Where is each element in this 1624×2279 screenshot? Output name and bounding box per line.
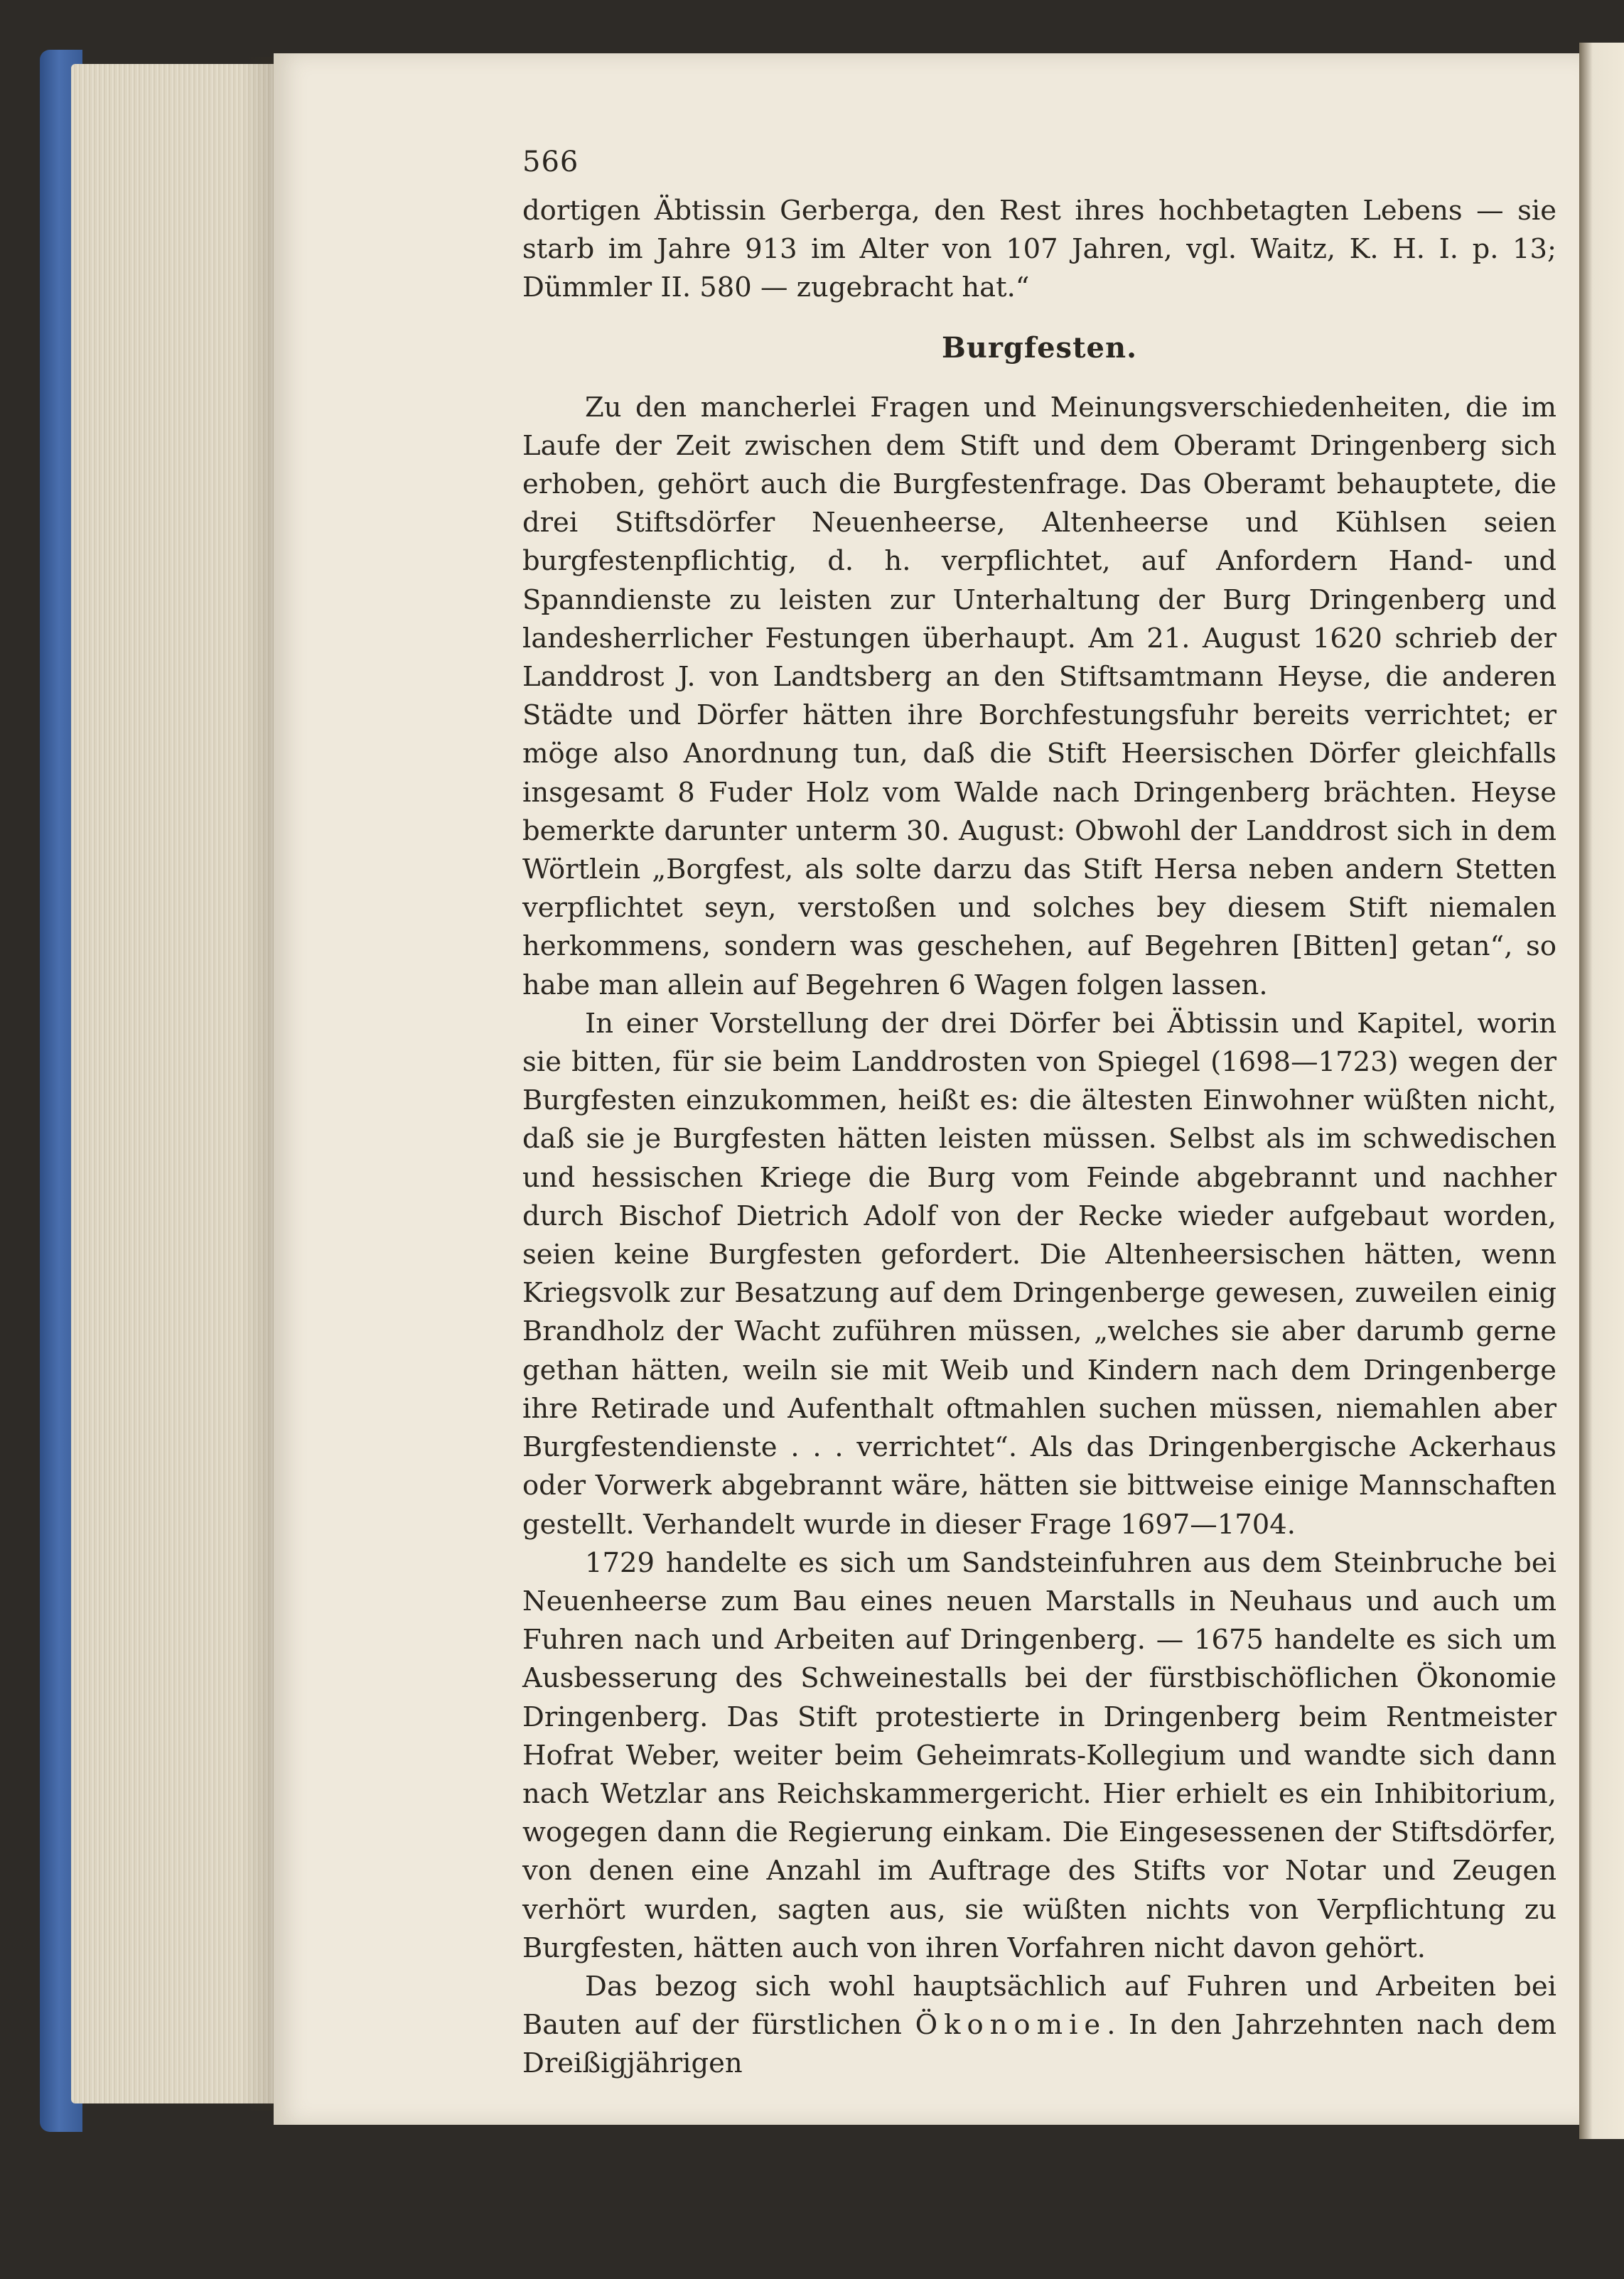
paragraph-3: 1729 handelte es sich um Sandsteinfuhren aus dem Steinbruche bei Neuenheerse zum Bau eines neuen Marstalls in Neuhaus und auch um Fuhren nach und Arbeiten auf Dringenberg. — 1675 handelte es sich um Ausbesserung des Schweinestalls bei der fürstbischöflichen Ökonomie Dringenberg. Das Stift protestierte in Dringenberg beim Rentmeister Hofrat Weber, weiter beim Geheimrats-Kollegium und wandte sich dann nach Wetzlar ans Reichskammergericht. Hier erhielt es ein Inhibitorium, wogegen dann die Regierung einkam. Die Eingesessenen der Stiftsdörfer, von denen eine Anzahl im Auftrage des Stifts vor Notar und Zeugen verhört wurden, sagten aus, sie wüßten nichts von Verpflichtung zu Burgfesten, hätten auch von ihren Vorfahren nicht davon gehört. xyxy=(522,1546,1556,1964)
facing-page-edge xyxy=(1579,43,1624,2139)
paragraph-2: In einer Vorstellung der drei Dörfer bei Äbtissin und Kapitel, worin sie bitten, für sie beim Landdrosten von Spiegel (1698—1723) wegen der Burgfesten einzukommen, heißt es: die ältesten Einwohner wüßten nicht, daß sie je Burgfesten hätten leisten müssen. Selbst als im schwedischen und hessischen Kriege die Burg vom Feinde abgebrannt und nachher durch Bischof Dietrich Adolf von der Recke wieder aufgebaut worden, seien keine Burgfesten gefordert. Die Altenheersischen hätten, wenn Kriegsvolk zur Besatzung auf dem Dringenberge gewesen, zuweilen einig Brandholz der Wacht zuführen müssen, „welches sie aber darumb gerne gethan hätten, weiln sie mit Weib und Kindern nach dem Dringenberge ihre Retirade und Aufenthalt oftmahlen suchen müssen, niemahlen aber Burgfestendienste . . . verrichtet“. Als das Dringenbergische Ackerhaus oder Vorwerk abgebrannt wäre, hätten sie bittweise einige Mannschaften gestellt. Verhandelt wurde in dieser Frage 1697—1704. xyxy=(522,1007,1556,1541)
paragraph-4-end: . In den Jahrzehnten nach dem Dreißigjährigen xyxy=(522,2009,1556,2080)
intro-paragraph: dortigen Äbtissin Gerberga, den Rest ihres hochbetagten Lebens — sie starb im Jahre 913 im Alter von 107 Jahren, vgl. Waitz, K. H. I. p. 13; Dümmler II. 580 — zugebracht hat.“ xyxy=(522,195,1556,304)
paragraph-4-start: Das bezog sich wohl hauptsächlich auf Fuhren und Arbeiten bei Bauten auf der fürstlichen xyxy=(522,1970,1556,2042)
spaced-word: Ökonomie xyxy=(915,2009,1107,2042)
paragraph-4 xyxy=(522,1968,1556,2084)
section-title: Burgfesten. xyxy=(941,330,1138,365)
page-text xyxy=(522,192,1556,2084)
page-number: 566 xyxy=(522,146,579,178)
paragraph-1: Zu den mancherlei Fragen und Meinungsverschiedenheiten, die im Laufe der Zeit zwischen dem Stift und dem Oberamt Dringenberg sich erhoben, gehört auch die Burgfestenfrage. Das Oberamt behauptete, die drei Stiftsdörfer Neuenheerse, Altenheerse und Kühlsen seien burgfestenpflichtig, d. h. verpflichtet, auf Anfordern Hand- und Spanndienste zu leisten zur Unterhaltung der Burg Dringenberg und landesherrlicher Festungen überhaupt. Am 21. August 1620 schrieb der Landdrost J. von Landtsberg an den Stiftsamtmann Heyse, die anderen Städte und Dörfer hätten ihre Borchfestungsfuhr bereits verrichtet; er möge also Anordnung tun, daß die Stift Heersischen Dörfer gleichfalls insgesamt 8 Fuder Holz vom Walde nach Dringenberg brächten. Heyse bemerkte darunter unterm 30. August: Obwohl der Landdrost sich in dem Wörtlein „Borgfest, als solte darzu das Stift Hersa neben andern Stetten verpflichtet seyn, verstoßen und solches bey diesem Stift niemalen herkommens, sondern was geschehen, auf Begehren [Bitten] getan“, so habe man allein auf Begehren 6 Wagen folgen lassen. xyxy=(522,391,1556,1001)
